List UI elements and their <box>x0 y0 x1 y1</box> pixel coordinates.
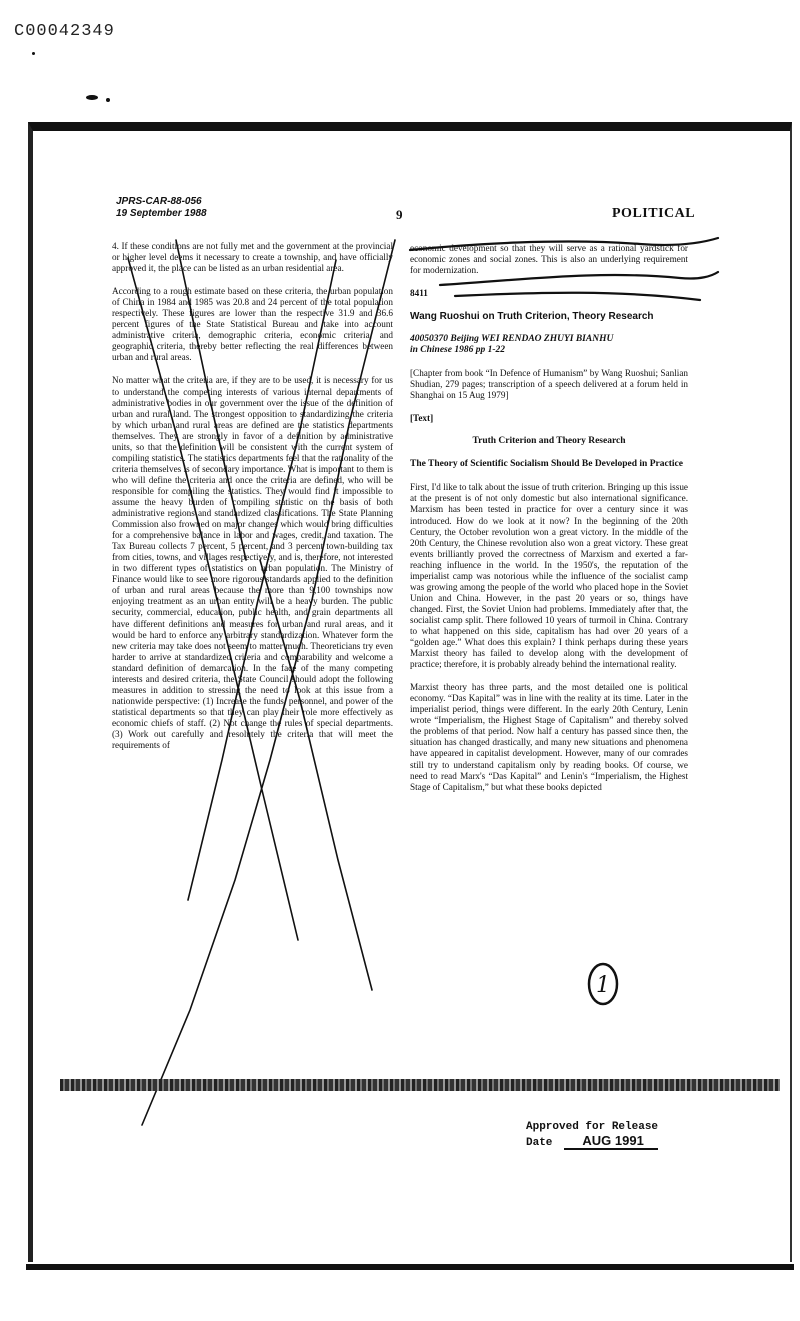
article-source-line-1: 40050370 Beijing WEI RENDAO ZHUYI BIANHU <box>410 334 614 345</box>
section-label: POLITICAL <box>612 206 696 221</box>
right-column <box>410 243 688 805</box>
scan-speck <box>32 52 35 55</box>
scan-speck <box>106 98 110 102</box>
left-paragraph-3: No matter what the criteria are, if they are to be used, it is necessary for us to understand the competing interests of various internal departments of administrative bodies in our government over the issue of the definition of urban and rural land. The strongest opposition to standardizing the criteria by which urban and rural areas are defined are the statistics departments themselves. They are strongly in favor of a definition by administrative units, so that the definition will be consistent with the current system of compiling statistics. The statistics departments feel that the rationality of the criteria themselves is of secondary importance. What is important to them is who will define the criteria and once the criteria are defined, who will be responsible for compiling the statistics. They would find it impossible to assume the heavy burden of compiling statistic on the basis of both administrative regions and standardized classifications. The State Planning Commission also frowned on major changes which would bring difficulties for a comprehensive balance in labor and wages, credit, and taxation. The Tax Bureau collects 7 percent, 5 percent, and 3 percent town-building tax from cities, towns, and villages respectively, and is, therefore, not interested in two different types of statistics on urban population. The Ministry of Finance would like to see more rigorous standards applied to the definition of urban and rural areas because the more than 9,100 townships now enjoying treatment as an urban entity will be a heavy burden. The public security, commercial, education, public health, and grain departments all have different definitions and measures for urban and rural areas, and it would be hard to enforce any arbitrary standardization. Whatever form the new criteria may take does not seem to matter much. Theoreticians try even harder to arrive at standardized criteria and comparability and welcome a standard definition of demarcation. In the face of the many competing interests and desired criteria, the State Council should adopt the following measures in addition to stressing the need to look at this issue from a nationwide perspective: (1) Increase the funds, personnel, and power of the statistical departments so that they can play their role more effectively as economic chiefs of staff. (2) Not change the rules of special departments. (3) Work out carefully and resolutely the criteria that will meet the requirements of <box>112 375 393 751</box>
scan-speck <box>86 95 98 100</box>
right-paragraph-1: First, I'd like to talk about the issue of truth criterion. Bringing up this issue at the present is of not only domestic but also international significance. Marxism has been tested in practice for over a century since it was introduced. How do we look at it now? In the beginning of the 20th Century, the October revolution won a great victory. In the middle of the 20th Century, the Chinese revolution also won a great victory. These great events brilliantly proved the correctness of Marxism and exerted a far-reaching influence in the world. In the 1950's, the reputation of the imperialist camp was notorious while the influence of the socialist camp was growing among the people of the world who placed hope in the Soviet Union and China. However, in the past 20 years or so, things have changed. First, the Soviet Union had problems. Immediately after that, the socialist camp split. There followed 10 years of turmoil in China. Contrary to what happened on this side, capitalism has had over 20 years of a “golden age.” What does this explain? I think perhaps during these years Marxist theory has failed to develop along with the development of practice; therefore, it is probably already behind the international reality. <box>410 482 688 670</box>
header-date: 19 September 1988 <box>116 208 207 219</box>
article-intro: [Chapter from book “In Defence of Humanism” by Wang Ruoshui; Sanlian Shudian, 279 pages; transcription of a speech delivered at a forum held in Shanghai on 15 Aug 1979] <box>410 368 688 401</box>
header-series-block <box>116 196 207 220</box>
page-number: 9 <box>396 207 403 222</box>
article-source <box>410 334 688 356</box>
continuation-paragraph: economic development so that they will serve as a rational yardstick for economic zones and social zones. This is also an underlying requirement for modernization. <box>410 243 688 276</box>
scan-artifact-band <box>60 1079 780 1091</box>
release-stamp-line: Approved for Release <box>526 1121 659 1133</box>
section-title: Truth Criterion and Theory Research <box>472 436 626 447</box>
release-date-label: Date <box>526 1137 553 1149</box>
end-tag: 8411 <box>410 288 428 299</box>
article-source-line-2: in Chinese 1986 pp 1-22 <box>410 345 506 356</box>
release-date-value: AUG 1991 <box>564 1134 657 1150</box>
subheading: The Theory of Scientific Socialism Should Be Developed in Practice <box>410 459 683 470</box>
article-title: Wang Ruoshui on Truth Criterion, Theory Research <box>410 311 654 323</box>
left-paragraph-1: 4. If these conditions are not fully met and the government at the provincial or higher level deems it necessary to create a township, and have officially approved it, the place can be listed as an urban residential area. <box>112 241 393 274</box>
left-column <box>112 241 393 763</box>
handwritten-number: 1 <box>596 973 610 998</box>
left-paragraph-2: According to a rough estimate based on these criteria, the urban population of China in 1984 and 1985 was 20.8 and 24 percent of the total population respectively. These figures are lower than the respective 31.9 and 36.6 percent figures of the State Statistical Bureau and take into account administrative criteria, demographic criteria, economic criteria, and geographic criteria, thereby better reflecting the real differences between urban and rural areas. <box>112 286 393 363</box>
document-id: C00042349 <box>14 22 115 41</box>
bottom-rule <box>26 1264 794 1270</box>
release-stamp <box>526 1120 658 1150</box>
text-tag: [Text] <box>410 413 434 424</box>
right-paragraph-2: Marxist theory has three parts, and the most detailed one is political economy. “Das Kapital” was in line with the reality at its time. Later in the imperialist period, things were different. In the early 20th Century, Lenin wrote “Imperialism, the Highest Stage of Capitalism” and thereby solved the problems of that period. Now half a century has passed since then, the situation has changed drastically, and many new situations and phenomena have appeared in capitalist development. However, many of our comrades still try to understand capitalism only by reading books. Of course, we need to read Marx's “Das Kapital” and Lenin's “Imperialism, the Highest Stage of Capitalism,” but what these books depicted <box>410 682 688 792</box>
header-series: JPRS-CAR-88-056 <box>116 196 202 207</box>
